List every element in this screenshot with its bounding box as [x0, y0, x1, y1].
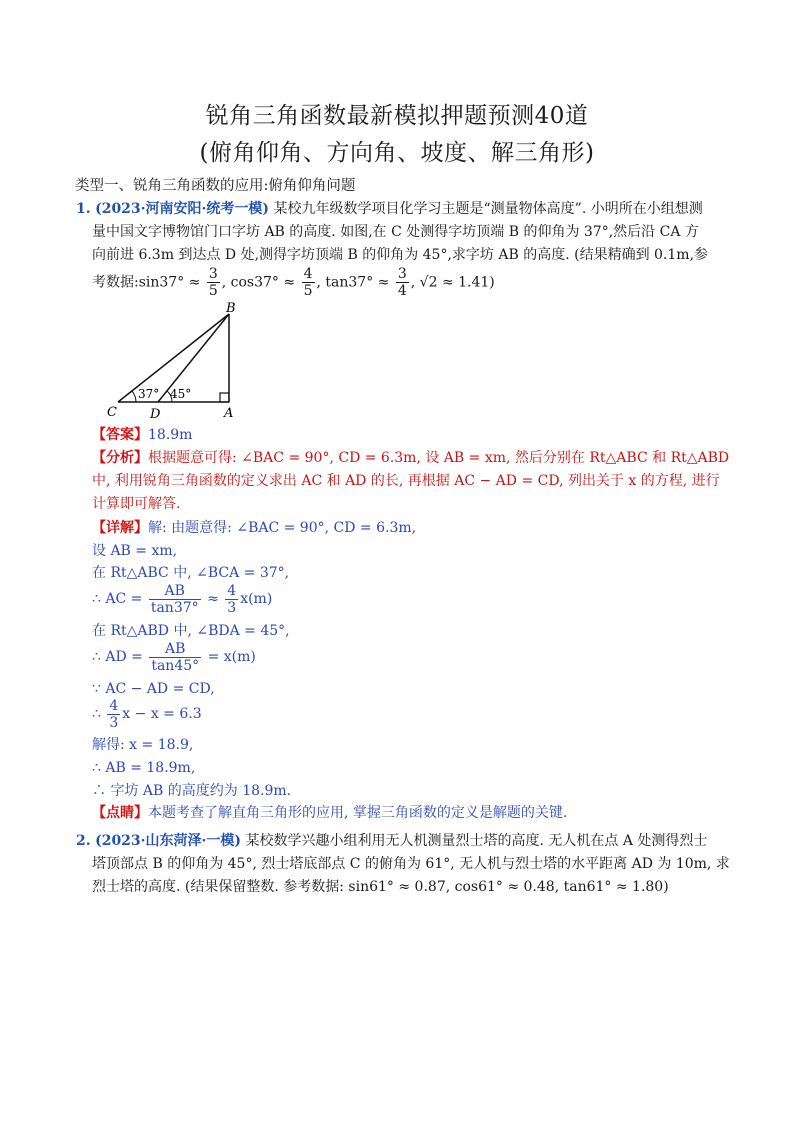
- analysis-text-1: 根据题意可得: ∠BAC = 90°, CD = 6.3m, 设 AB = xm, 然后分别在 Rt△ABC 和 Rt△ABD: [148, 450, 730, 466]
- ref-data-cos: , cos37° ≈: [221, 274, 296, 291]
- label-d: D: [150, 407, 161, 422]
- fraction-den: 5: [303, 283, 313, 299]
- right-angle-mark: [220, 393, 229, 402]
- question-2-line-3: 烈士塔的高度. (结果保留整数. 参考数据: sin61° ≈ 0.87, cos61° ≈ 0.48, tan61° ≈ 1.80): [92, 879, 669, 895]
- ref-data-prefix: 考数据:sin37° ≈: [92, 274, 201, 291]
- fraction-den: tan45°: [151, 657, 200, 674]
- detail-line-10: ∴ AB = 18.9m,: [92, 760, 196, 776]
- fraction-4-3: [225, 583, 238, 616]
- fraction-num: 4: [109, 697, 119, 714]
- answer-tag: 【答案】: [92, 427, 148, 443]
- question-2-source: (2023·山东菏泽·一模): [95, 833, 242, 849]
- ref-data-sqrt: , √2 ≈ 1.41): [410, 274, 495, 291]
- question-1-line-3: 向前进 6.3m 到达点 D 处,测得字坊顶端 B 的仰角为 45°,求字坊 AB 的高度. (结果精确到 0.1m,参: [92, 247, 709, 263]
- label-angle-45: 45°: [170, 387, 192, 401]
- detail-text-1: 解: 由题意得: ∠BAC = 90°, CD = 6.3m,: [148, 520, 417, 536]
- eq-suffix: x − x = 6.3: [122, 706, 202, 722]
- question-1-line-4: [92, 266, 495, 299]
- fraction-4-3-eq: [107, 698, 120, 731]
- title-line-2: (俯角仰角、方向角、坡度、解三角形): [199, 140, 595, 166]
- detail-line-6: [92, 640, 256, 674]
- question-1-text-1: 某校九年级数学项目化学习主题是“测量物体高度”. 小明所在小组想测: [273, 201, 703, 217]
- question-2-line-1: [76, 831, 707, 851]
- question-2-line-2: 塔顶部点 B 的仰角为 45°, 烈士塔底部点 C 的俯角为 61°, 无人机与烈士塔的水平距离 AD 为 10m, 求: [92, 856, 730, 872]
- fraction-num: 4: [227, 582, 237, 599]
- question-2-text-1: 某校数学兴趣小组利用无人机测量烈士塔的高度. 无人机在点 A 处测得烈士: [245, 833, 708, 849]
- analysis-line-1: [92, 448, 729, 468]
- ref-data-tan: , tan37° ≈: [316, 274, 390, 291]
- ad-prefix: ∴ AD =: [92, 649, 143, 665]
- detail-line-8: [92, 697, 202, 731]
- triangle-figure: [100, 300, 250, 422]
- angle-arc-c: [132, 391, 136, 402]
- comment-tag: 【点睛】: [92, 805, 148, 821]
- fraction-3-4: [396, 266, 409, 299]
- fraction-num: 4: [303, 266, 313, 282]
- label-c: C: [107, 405, 117, 420]
- analysis-tag: 【分析】: [92, 450, 148, 466]
- fraction-3-5: [207, 266, 220, 299]
- question-1-number: 1.: [76, 201, 91, 217]
- line-db: [158, 314, 229, 402]
- label-b: B: [226, 301, 236, 316]
- fraction-den: tan37°: [150, 599, 199, 616]
- detail-line-5: 在 Rt△ABD 中, ∠BDA = 45°,: [92, 623, 290, 639]
- detail-line-2: 设 AB = xm,: [92, 543, 178, 559]
- question-1-line-1: [76, 199, 703, 219]
- detail-line-11: ∴ 字坊 AB 的高度约为 18.9m.: [92, 783, 292, 799]
- fraction-num: AB: [149, 641, 201, 658]
- fraction-den: 4: [397, 283, 407, 299]
- fraction-den: 3: [227, 599, 237, 616]
- fraction-ab-tan45: [149, 641, 201, 674]
- label-a: A: [224, 406, 234, 421]
- fraction-ab-tan37: [149, 583, 201, 616]
- question-1-source: (2023·河南安阳·统考一模): [95, 201, 270, 217]
- fraction-den: 5: [208, 283, 218, 299]
- fraction-num: 3: [208, 266, 218, 282]
- detail-line-3: 在 Rt△ABC 中, ∠BCA = 37°,: [92, 565, 290, 581]
- analysis-line-3: 计算即可解答.: [92, 496, 181, 512]
- answer-value: 18.9m: [148, 427, 193, 443]
- analysis-line-2: 中, 利用锐角三角函数的定义求出 AC 和 AD 的长, 再根据 AC − AD = CD, 列出关于 x 的方程, 进行: [92, 473, 720, 489]
- comment-line: [92, 803, 567, 823]
- detail-line-9: 解得: x = 18.9,: [92, 737, 194, 753]
- ac-suffix: x(m): [240, 591, 273, 607]
- ac-prefix: ∴ AC =: [92, 591, 143, 607]
- comment-text: 本题考查了解直角三角形的应用, 掌握三角函数的定义是解题的关键.: [148, 805, 568, 821]
- approx-sign: ≈: [207, 591, 219, 607]
- detail-line-7: ∵ AC − AD = CD,: [92, 681, 215, 697]
- title-line-1: 锐角三角函数最新模拟押题预测40道: [205, 103, 589, 129]
- section-heading: 类型一、锐角三角函数的应用:俯角仰角问题: [75, 178, 356, 194]
- fraction-4-5: [302, 266, 315, 299]
- fraction-num: AB: [149, 583, 201, 600]
- question-1-line-2: 量中国文字博物馆门口字坊 AB 的高度. 如图,在 C 处测得字坊顶端 B 的仰角为 37°,然后沿 CA 方: [92, 224, 699, 240]
- question-2-number: 2.: [76, 833, 91, 849]
- fraction-num: 3: [397, 266, 407, 282]
- detail-line-4: [92, 582, 272, 616]
- detail-line-1: [92, 518, 416, 538]
- eq-prefix: ∴: [92, 706, 101, 722]
- detail-tag: 【详解】: [92, 520, 148, 536]
- label-angle-37: 37°: [138, 387, 160, 401]
- fraction-den: 3: [109, 714, 119, 731]
- ad-suffix: = x(m): [207, 649, 256, 665]
- answer-line: [92, 425, 192, 445]
